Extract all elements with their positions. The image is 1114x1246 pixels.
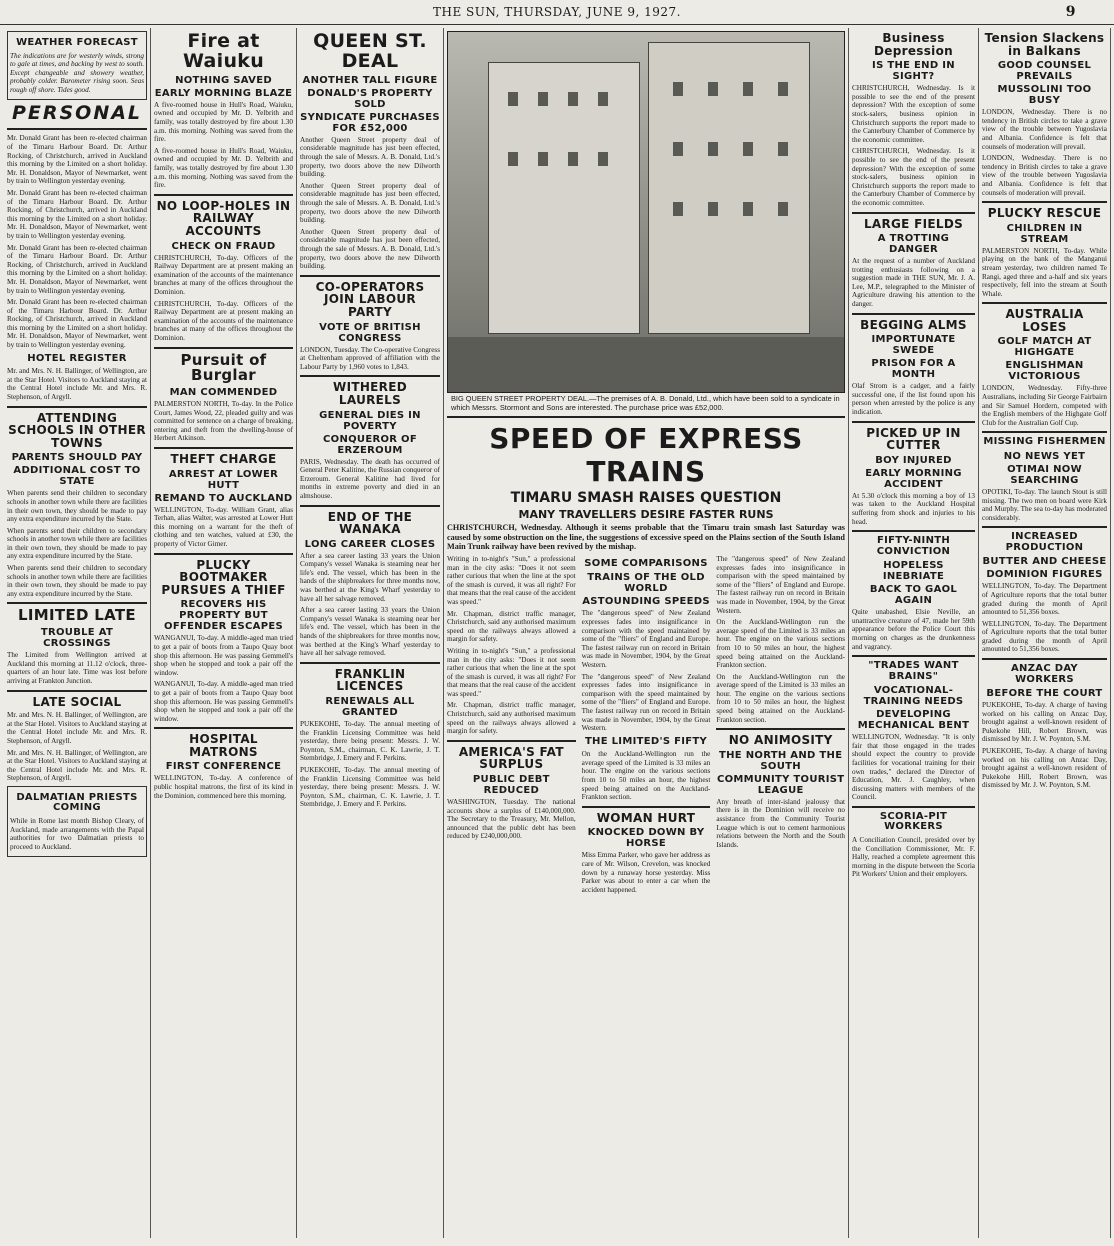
divider (982, 526, 1107, 528)
divider (300, 375, 440, 377)
limited-text: The Limited from Wellington arrived at Auckland this morning at 11.12 o'clock, three-quarters of an hour late. Time was lost before arriving at Frankton Junction. (7, 651, 147, 685)
window (743, 202, 753, 216)
butter-deck: BUTTER AND CHEESE (982, 556, 1107, 568)
rescue-deck: CHILDREN IN STREAM (1006, 222, 1083, 245)
matrons-headline: HOSPITAL MATRONS (189, 732, 258, 759)
social-text: Mr. and Mrs. N. H. Ballinger, of Wellington, are at the Star Hotel. Visitors to Auckland staying at the Central Hotel include Mr. and Mrs. R. Stephenson, of Argyll. (7, 711, 147, 745)
window (538, 152, 548, 166)
column-2 (150, 28, 296, 1238)
speed-deck-2: MANY TRAVELLERS DESIRE FASTER RUNS (518, 508, 774, 522)
theft-deck-2: REMAND TO AUCKLAND (154, 492, 293, 504)
fire-headline: Fire at Waiuku (182, 30, 265, 72)
priests-headline: DALMATIAN PRIESTS COMING (16, 791, 138, 814)
fishermen-deck-2: OTIMAI NOW SEARCHING (1007, 463, 1082, 486)
weather-headline: WEATHER FORECAST (16, 37, 138, 48)
fifty-deck-2: BACK TO GAOL AGAIN (869, 584, 958, 607)
fields-text: At the request of a number of Auckland trotting enthusiasts following on a suggestion made in THE SUN, Mr. J. A. Lee, M.P., telegraphed to the Minister of Agriculture drawing his attention to the danger. (852, 257, 975, 309)
column-1 (4, 28, 150, 1238)
franklin-text-2: PUKEKOHE, To-day. The annual meeting of the Franklin Licensing Committee was held yesterday, there being present: Messrs. J. W. Poynton, S.M., chairman, C. K. Lawrie, J. T. Stembridge, J. Emery and F. Perkins. (300, 765, 440, 809)
speed-body (447, 555, 845, 897)
depression-headline: Business Depression (874, 31, 953, 58)
divider (982, 658, 1107, 660)
schools-deck: PARENTS SHOULD PAY (11, 452, 143, 464)
bootmaker-headline: PLUCKY BOOTMAKER PURSUES A THIEF (161, 557, 286, 597)
limited-deck: TROUBLE AT CROSSINGS (40, 627, 114, 650)
woman-deck: KNOCKED DOWN BY HORSE (587, 827, 705, 850)
scoria-text: A Conciliation Council, presided over by the Conciliation Commissioner, Mr. F. Hally, reached a complete agreement this morning in the dispute between the Scoria Pit Workers' Union and their employers. (852, 835, 975, 879)
window (508, 152, 518, 166)
surplus-headline: AMERICA'S FAT SURPLUS (458, 744, 564, 772)
masthead-text: THE SUN, THURSDAY, JUNE 9, 1927. (433, 5, 681, 19)
weather-text: The indications are for westerly winds, strong to gale at times, and backing by west to south. Except changeable and showery weather, probably colder. Barometer rising soon. Seas rough off shore. Tides good. (10, 51, 144, 94)
divider (852, 530, 975, 532)
trades-headline: "TRADES WANT BRAINS" (868, 660, 959, 682)
tension-text: LONDON, Wednesday. There is no tendency in British circles to take a grave view of the trouble between Yugoslavia and Albania. Confidence is felt that counsels of moderation will prevail. (982, 108, 1107, 151)
speed-text: Writing in to-night's "Sun," a professional man in the city asks: "Does it not seem rather curious that when the line at the spot of the smash is curved, it was all right? For that means that the real cause of the accident was speed." (447, 554, 576, 606)
fire-deck-2: EARLY MORNING BLAZE (154, 87, 293, 99)
boy-text: At 5.30 o'clock this morning a boy of 13 was taken to the Auckland Hospital suffering from shock and injuries to his head. (852, 491, 975, 526)
butter-deck-2: DOMINION FIGURES (986, 569, 1103, 581)
animosity-deck: THE NORTH AND THE SOUTH (719, 749, 843, 772)
golf-text: LONDON, Wednesday. Fifty-three Australians, including Sir George Fairbairn and Sir Samuel Hordern, competed with the English members of the Highgate Golf Club for the Australian Golf Cup. (982, 384, 1107, 427)
fire-deck: NOTHING SAVED (175, 74, 272, 86)
photo-caption: BIG QUEEN STREET PROPERTY DEAL.—The premises of A. B. Donald, Ltd., which have been sold to a syndicate in which Messrs. Stormont and Sons are interested. The purchase price was £52,000. (451, 394, 840, 412)
priests-text: While in Rome last month Bishop Cleary, of Auckland, made arrangements with the Papal authorities for two Dalmatian priests to proceed to Auckland. (10, 816, 144, 851)
depression-text-2: CHRISTCHURCH, Wednesday. Is it possible to see the end of the present depression? With the exception of some stock-salers, business opinion in Christchurch supports the report made to the Canterbury Chamber of Commerce by the economic committee. (852, 147, 975, 207)
animosity-text: Any breath of inter-island jealousy that there is in the Dominion will receive no assistance from the Community Tourist League which is out to cement harmonious relations between the North and the South Islands. (716, 797, 846, 849)
schools-text-2: When parents send their children to secondary schools in another town while there are facilities in their own town, they should be made to pay any extra expenditure incurred by the State. (7, 526, 147, 561)
divider (447, 416, 845, 418)
personal-text-4: Mr. Donald Grant has been re-elected chairman of the Timaru Harbour Board. Dr. Arthur Rocking, of Christchurch, arrived in Auckland this morning by the Limited on a short holiday. Mr. H. Donaldson, Mayor of Newmarket, went by train to Wellington yesterday evening. (7, 298, 147, 350)
laurels-deck-2: CONQUEROR OF ERZEROUM (323, 433, 417, 456)
schools-text-3: When parents send their children to secondary schools in another town while there are facilities in their own town, they should be made to pay any extra expenditure incurred by the State. (7, 564, 147, 598)
depression-text: CHRISTCHURCH, Wednesday. Is it possible to see the end of the present depression? With the exception of some stock-salers, business opinion in Christchurch supports the report made to the Canterbury Chamber of Commerce by the economic committee. (852, 84, 975, 144)
divider (982, 431, 1107, 433)
franklin-text: PUKEKOHE, To-day. The annual meeting of the Franklin Licensing Committee was held yesterday, there being present: Messrs. J. W. Poynton, S.M., chairman, C. K. Lawrie, J. T. Stembridge, J. Emery and F. Perkins. (300, 720, 440, 763)
boy-deck: BOY INJURED (875, 454, 952, 466)
butter-text-2: WELLINGTON, To-day. The Department of Agriculture reports that the total butter graded during the month of April amounted to 51,356 boxes. (982, 619, 1107, 654)
divider (300, 662, 440, 664)
divider (852, 806, 975, 808)
divider (982, 302, 1107, 304)
window (508, 92, 518, 106)
window (708, 202, 718, 216)
queen-text-3: Another Queen Street property deal of considerable magnitude has just been effected, through the sale of Messrs. A. B. Donald, Ltd.'s property, two doors above the new Dilworth building. (300, 227, 440, 271)
surplus-text: WASHINGTON, Tuesday. The national accounts show a surplus of £140,000,000. The Secretary to the Treasury, Mr. Mellon, announced that the public debt has been reduced by £240,000,000. (447, 798, 576, 841)
queen-deck-3: SYNDICATE PURCHASES FOR £52,000 (300, 111, 440, 134)
fifty-deck: HOPELESS INEBRIATE (882, 560, 945, 583)
matrons-text: WELLINGTON, To-day. A conference of public hospital matrons, the first of its kind in the Dominion, commenced here this morning. (154, 774, 293, 800)
divider (7, 690, 147, 692)
burglar-text: PALMERSTON NORTH, To-day. In the Police Court, James Wood, 22, pleaded guilty and was committed for sentence on a charge of breaking, entering and theft from the dwelling-house of Herbert Atkinson. (154, 400, 293, 443)
wanaka-text-2: After a sea career lasting 33 years the Union Company's vessel Wanaka is steaming near her life's end. The vessel, which has been in the hands of the shipbreakers for three months now, was berthed at the King's Wharf yesterday to have all her salvage removed. (300, 606, 440, 658)
column-edge (1110, 28, 1114, 1238)
page-number: 9 (1065, 4, 1076, 20)
comparisons-deck: TRAINS OF THE OLD WORLD (587, 572, 705, 595)
boy-deck-2: EARLY MORNING ACCIDENT (865, 467, 962, 490)
limited-headline: LIMITED LATE (18, 606, 136, 625)
trades-deck: VOCATIONAL-TRAINING NEEDS (863, 685, 964, 708)
street (448, 337, 844, 392)
divider (300, 505, 440, 507)
speed-body-col-1 (447, 555, 576, 897)
comparisons-text-3: The "dangerous speed" of New Zealand expresses fades into insignificance in comparison with the speed maintained by some of the "fliers" of England and Europe. The fastest railway run on record in Britain was made in November, 1904, by the Great Western. (716, 554, 846, 615)
hotel-text: Mr. and Mrs. N. H. Ballinger, of Wellington, are at the Star Hotel. Visitors to Auckland staying at the Central Hotel include Mr. and Mrs. R. Stephenson, of Argyll. (7, 367, 147, 401)
surplus-deck: PUBLIC DEBT REDUCED (472, 774, 550, 797)
column-5 (848, 28, 978, 1238)
bootmaker-text-2: WANGANUI, To-day. A middle-aged man tried to get a pair of boots from a Taupo Quay boot shop this afternoon. He was passing Gemmell's shop when he stopped and took a pair off the window. (154, 680, 293, 723)
fifty-headline: FIFTY-NINTH CONVICTION (876, 535, 951, 557)
divider (300, 275, 440, 277)
bootmaker-text: WANGANUI, To-day. A middle-aged man tried to get a pair of boots from a Taupo Quay boot shop this afternoon. He was passing Gemmell's shop when he stopped and took a pair off the window. (154, 634, 293, 677)
limited-fifty-headline: THE LIMITED'S FIFTY (584, 735, 708, 747)
window (673, 142, 683, 156)
schools-deck-2: ADDITIONAL COST TO STATE (13, 465, 141, 488)
fields-deck: A TROTTING DANGER (877, 233, 950, 256)
fishermen-headline: MISSING FISHERMEN (983, 436, 1106, 448)
tension-headline: Tension Slackens in Balkans (984, 31, 1105, 58)
animosity-deck-2: COMMUNITY TOURIST LEAGUE (716, 773, 845, 796)
limited-fifty-text-2: On the Auckland-Wellington run the average speed of the Limited is 33 miles an hour. The engine on the various sections from 10 to 50 miles an hour, the highest speed being attained on the Auckland-Frankton section. (716, 618, 846, 670)
queen-text-2: Another Queen Street property deal of considerable magnitude has just been effected, through the sale of Messrs. A. B. Donald, Ltd.'s property, two doors above the new Dilworth building. (300, 181, 440, 225)
social-text-2: Mr. and Mrs. N. H. Ballinger, of Wellington, are at the Star Hotel. Visitors to Auckland staying at the Central Hotel include Mr. and Mrs. R. Stephenson, of Argyll. (7, 748, 147, 783)
coop-deck: VOTE OF BRITISH CONGRESS (319, 321, 421, 344)
begging-deck: IMPORTUNATE SWEDE (871, 334, 956, 357)
loop-headline: NO LOOP-HOLES IN RAILWAY ACCOUNTS (156, 198, 291, 238)
tension-deck-2: MUSSOLINI TOO BUSY (997, 84, 1092, 107)
window (778, 202, 788, 216)
woman-headline: WOMAN HURT (596, 810, 696, 825)
begging-deck-2: PRISON FOR A MONTH (871, 358, 956, 381)
begging-text: Olaf Strom is a cadger, and a fairly successful one, if the list found upon his person when arrested by the police is any indication. (852, 382, 975, 417)
fire-text: A five-roomed house in Hull's Road, Waiuku, owned and occupied by Mr. D. Yelbrith and family, was totally destroyed by fire about 1.30 a.m. this morning. Nothing was saved from the fire. (154, 100, 293, 144)
boy-headline: PICKED UP IN CUTTER (866, 425, 961, 453)
divider (852, 313, 975, 315)
theft-deck: ARREST AT LOWER HUTT (168, 468, 279, 491)
loop-deck: CHECK ON FRAUD (171, 240, 276, 252)
wanaka-text: After a sea career lasting 33 years the Union Company's vessel Wanaka is steaming near her life's end. The vessel, which has been in the hands of the shipbreakers for three months now, was berthed at the King's Wharf yesterday to have all her salvage removed. (300, 551, 440, 603)
divider (7, 406, 147, 408)
coop-headline: CO-OPERATORS JOIN LABOUR PARTY (315, 279, 425, 319)
personal-text-2: Mr. Donald Grant has been re-elected chairman of the Timaru Harbour Board. Dr. Arthur Rocking, of Christchurch, arrived in Auckland this morning by the Limited on a short holiday. Mr. H. Donaldson, Mayor of Newmarket, went by train to Wellington yesterday evening. (7, 188, 147, 240)
anzac-text-2: PUKEKOHE, To-day. A charge of having worked on his calling on Anzac Day, brought against a well-known resident of Pukekohe Hill, Robert Brown, was dismissed by Mr. J. W. Poynton, S.M. (982, 747, 1107, 790)
divider (582, 806, 711, 808)
trades-text: WELLINGTON, Wednesday. "It is only fair that those engaged in the trades should expect the country to provide facilities for vocational training for their own trades," declared the Director of Education, Mr. J. Caughley, when discussing matters with members of the Council. (852, 733, 975, 802)
hotel-headline: HOTEL REGISTER (27, 352, 127, 364)
franklin-deck: RENEWALS ALL GRANTED (325, 696, 415, 718)
speed-body-col-3 (716, 555, 845, 897)
loop-text: CHRISTCHURCH, To-day. Officers of the Railway Department are at present making an examination of the accounts of the maintenance branches at many of the offices throughout the Dominion. (154, 253, 293, 296)
divider (154, 194, 293, 196)
queen-deck: ANOTHER TALL FIGURE (302, 74, 438, 86)
queen-text: Another Queen Street property deal of considerable magnitude has just been effected, through the sale of Messrs. A. B. Donald, Ltd.'s property, two doors above the new Dilworth building. (300, 135, 440, 179)
franklin-headline: FRANKLIN LICENCES (334, 666, 406, 694)
window (743, 142, 753, 156)
divider (447, 740, 576, 742)
personal-text: Mr. Donald Grant has been re-elected chairman of the Timaru Harbour Board. Dr. Arthur Rocking, of Christchurch, arrived in Auckland this morning by the Limited on a short holiday. Mr. H. Donaldson, Mayor of Newmarket, went by train to Wellington yesterday evening. (7, 134, 147, 186)
masthead (0, 0, 1114, 25)
window (708, 142, 718, 156)
divider (7, 602, 147, 604)
fifty-text: Quite unabashed, Elsie Neville, an unattractive creature of 47, made her 59th appearance before the Police Court this morning on charges as the drunkenness and vagrancy. (852, 608, 975, 651)
woman-text: Miss Emma Parker, who gave her address as care of Mr. Wilson, Crevelon, was knocked down by a runaway horse yesterday. Miss Parker was about to enter a car when the accident happened. (581, 851, 711, 894)
anzac-deck: BEFORE THE COURT (986, 688, 1103, 700)
comparisons-text-2: The "dangerous speed" of New Zealand expresses fades into insignificance in comparison with the speed maintained by some of the "fliers" of England and Europe. The fastest railway run on record in Britain was made in November, 1904, by the Great Western. (581, 672, 711, 733)
column-3 (296, 28, 443, 1238)
comparisons-deck-2: ASTOUNDING SPEEDS (582, 596, 710, 608)
rescue-text: PALMERSTON NORTH, To-day. While playing on the bank of the Manganui stream yesterday, two children named Te Rangi, aged three and a-half and six years respectively, fell into the stream at South Whale. (982, 246, 1107, 298)
laurels-text: PARIS, Wednesday. The death has occurred of General Peter Kalitine, the Russian conqueror of Erzeroum. General Kalitine had lived for months in extreme poverty and died in an almshouse. (300, 457, 440, 500)
speed-headline: SPEED OF EXPRESS TRAINS (489, 422, 803, 489)
speed-body-col-2 (582, 555, 711, 897)
priests-box (7, 786, 147, 857)
theft-text: WELLINGTON, To-day. William Grant, alias Terhan, alias Walter, was arrested at Lower Hutt this morning on a warrant for the theft of clothing and ten watches, valued at £30, the property of Victor Gimer. (154, 505, 293, 548)
burglar-deck: MAN COMMENDED (169, 387, 278, 399)
building-photo (447, 31, 845, 393)
window (743, 82, 753, 96)
schools-text: When parents send their children to secondary schools in another town while there are facilities in their own town, they should be made to pay any extra expenditure incurred by the State. (7, 489, 147, 524)
divider (852, 421, 975, 423)
divider (852, 212, 975, 214)
personal-text-3: Mr. Donald Grant has been re-elected chairman of the Timaru Harbour Board. Dr. Arthur Rocking, of Christchurch, arrived in Auckland this morning by the Limited on a short holiday. Mr. H. Donaldson, Mayor of Newmarket, went by train to Wellington yesterday evening. (7, 243, 147, 295)
laurels-headline: WITHERED LAURELS (333, 380, 407, 407)
golf-deck: GOLF MATCH AT HIGHGATE (997, 336, 1092, 359)
tension-text-2: LONDON, Wednesday. There is no tendency in British circles to take a grave view of the trouble between Yugoslavia and Albania. Confidence is felt that counsels of moderation will prevail. (982, 154, 1107, 197)
window (598, 152, 608, 166)
butter-headline: INCREASED PRODUCTION (1005, 531, 1084, 553)
divider (154, 447, 293, 449)
depression-deck: IS THE END IN SIGHT? (872, 60, 955, 83)
column-4 (443, 28, 848, 1238)
window (673, 82, 683, 96)
social-headline: LATE SOCIAL (32, 694, 122, 709)
column-6 (978, 28, 1110, 1238)
fire-text-2: A five-roomed house in Hull's Road, Waiuku, owned and occupied by Mr. D. Yelbrith and family, was totally destroyed by fire about 1.30 a.m. this morning. Nothing was saved from the fire. (154, 146, 293, 190)
speed-text-3: Writing in to-night's "Sun," a professional man in the city asks: "Does it not seem rather curious that when the line at the spot of the smash is curved, it was all right? For that means that the real cause of the accident was speed." (447, 646, 576, 698)
column-spacer (978, 28, 984, 1238)
divider (154, 347, 293, 349)
speed-lead: CHRISTCHURCH, Wednesday. Although it seems probable that the Timaru train smash last Saturday was caused by some obstruction on the line, the suggestions of excessive speed on the Plains section of the South Island Main Trunk railway have been revived by the mishap. (447, 523, 845, 552)
divider (982, 201, 1107, 203)
comparisons-headline: SOME COMPARISONS (584, 557, 708, 569)
comparisons-text: The "dangerous speed" of New Zealand expresses fades into insignificance in comparison with the speed maintained by some of the "fliers" of England and Europe. The fastest railway run on record in Britain was made in November, 1904, by the Great Western. (581, 609, 711, 670)
rescue-headline: PLUCKY RESCUE (987, 206, 1102, 221)
window (568, 152, 578, 166)
wanaka-headline: END OF THE WANAKA (327, 509, 413, 537)
speed-text-4: Mr. Chapman, district traffic manager, Christchurch, said any authorised maximum speed on the railways always allowed a margin for safety. (447, 701, 576, 736)
theft-headline: THEFT CHARGE (170, 452, 277, 466)
window (673, 202, 683, 216)
burglar-headline: Pursuit of Burglar (180, 350, 267, 385)
divider (154, 727, 293, 729)
anzac-text: PUKEKOHE, To-day. A charge of having worked on his calling on Anzac Day, brought against a well-known resident of Pukekohe Hill, Robert Brown, was dismissed by Mr. J. W. Poynton, S.M. (982, 701, 1107, 744)
window (598, 92, 608, 106)
scoria-headline: SCORIA-PIT WORKERS (879, 810, 948, 833)
golf-headline: AUSTRALIA LOSES (1005, 307, 1084, 334)
laurels-deck: GENERAL DIES IN POVERTY (319, 409, 421, 432)
queen-deck-2: DONALD'S PROPERTY SOLD (307, 87, 433, 110)
tension-deck: GOOD COUNSEL PREVAILS (997, 60, 1092, 83)
fishermen-text: OPOTIKI, To-day. The launch Stout is still missing. The two men on board were Kirk and Murphy. The sea to-day has moderated considerably. (982, 487, 1107, 522)
divider (7, 128, 147, 130)
animosity-headline: NO ANIMOSITY (728, 733, 833, 748)
wanaka-deck: LONG CAREER CLOSES (304, 538, 436, 550)
divider (852, 655, 975, 657)
butter-text: WELLINGTON, To-day. The Department of Agriculture reports that the total butter graded during the month of April amounted to 51,356 boxes. (982, 582, 1107, 617)
fishermen-deck: NO NEWS YET (1003, 450, 1086, 462)
divider (716, 728, 845, 730)
queen-headline: QUEEN ST. DEAL (313, 30, 427, 72)
begging-headline: BEGGING ALMS (860, 317, 967, 332)
golf-deck-2: ENGLISHMAN VICTORIOUS (1005, 360, 1084, 383)
loop-text-2: CHRISTCHURCH, To-day. Officers of the Railway Department are at present making an examination of the accounts of the maintenance branches at many of the offices throughout the Dominion. (154, 299, 293, 342)
weather-box (7, 31, 147, 100)
anzac-headline: ANZAC DAY WORKERS (1011, 663, 1078, 685)
speed-text-2: Mr. Chapman, district traffic manager, Christchurch, said any authorised maximum speed on the railways always allowed a margin for safety. (447, 609, 576, 644)
trades-deck-2: DEVELOPING MECHANICAL BENT (857, 709, 970, 732)
limited-fifty-text-3: On the Auckland-Wellington run the average speed of the Limited is 33 miles an hour. The engine on the various sections from 10 to 50 miles an hour, the highest speed being attained on the Auckland-Frankton section. (716, 672, 846, 724)
window (778, 142, 788, 156)
speed-deck: TIMARU SMASH RAISES QUESTION (510, 490, 782, 507)
window (568, 92, 578, 106)
limited-fifty-text: On the Auckland-Wellington run the average speed of the Limited is 33 miles an hour. The engine on the various sections from 10 to 50 miles an hour, the highest speed being attained on the Auckland-Frankton section. (581, 750, 711, 802)
coop-text: LONDON, Tuesday. The Co-operative Congress at Cheltenham approved of affiliation with the Labour Party by 1,960 votes to 1,843. (300, 345, 440, 371)
window (538, 92, 548, 106)
fields-headline: LARGE FIELDS (863, 216, 964, 231)
schools-headline: ATTENDING SCHOOLS IN OTHER TOWNS (8, 410, 146, 450)
bootmaker-deck: RECOVERS HIS PROPERTY BUT OFFENDER ESCAPES (164, 599, 283, 633)
window (708, 82, 718, 96)
personal-headline: PERSONAL (11, 102, 143, 125)
divider (154, 553, 293, 555)
window (778, 82, 788, 96)
matrons-deck: FIRST CONFERENCE (165, 761, 282, 773)
